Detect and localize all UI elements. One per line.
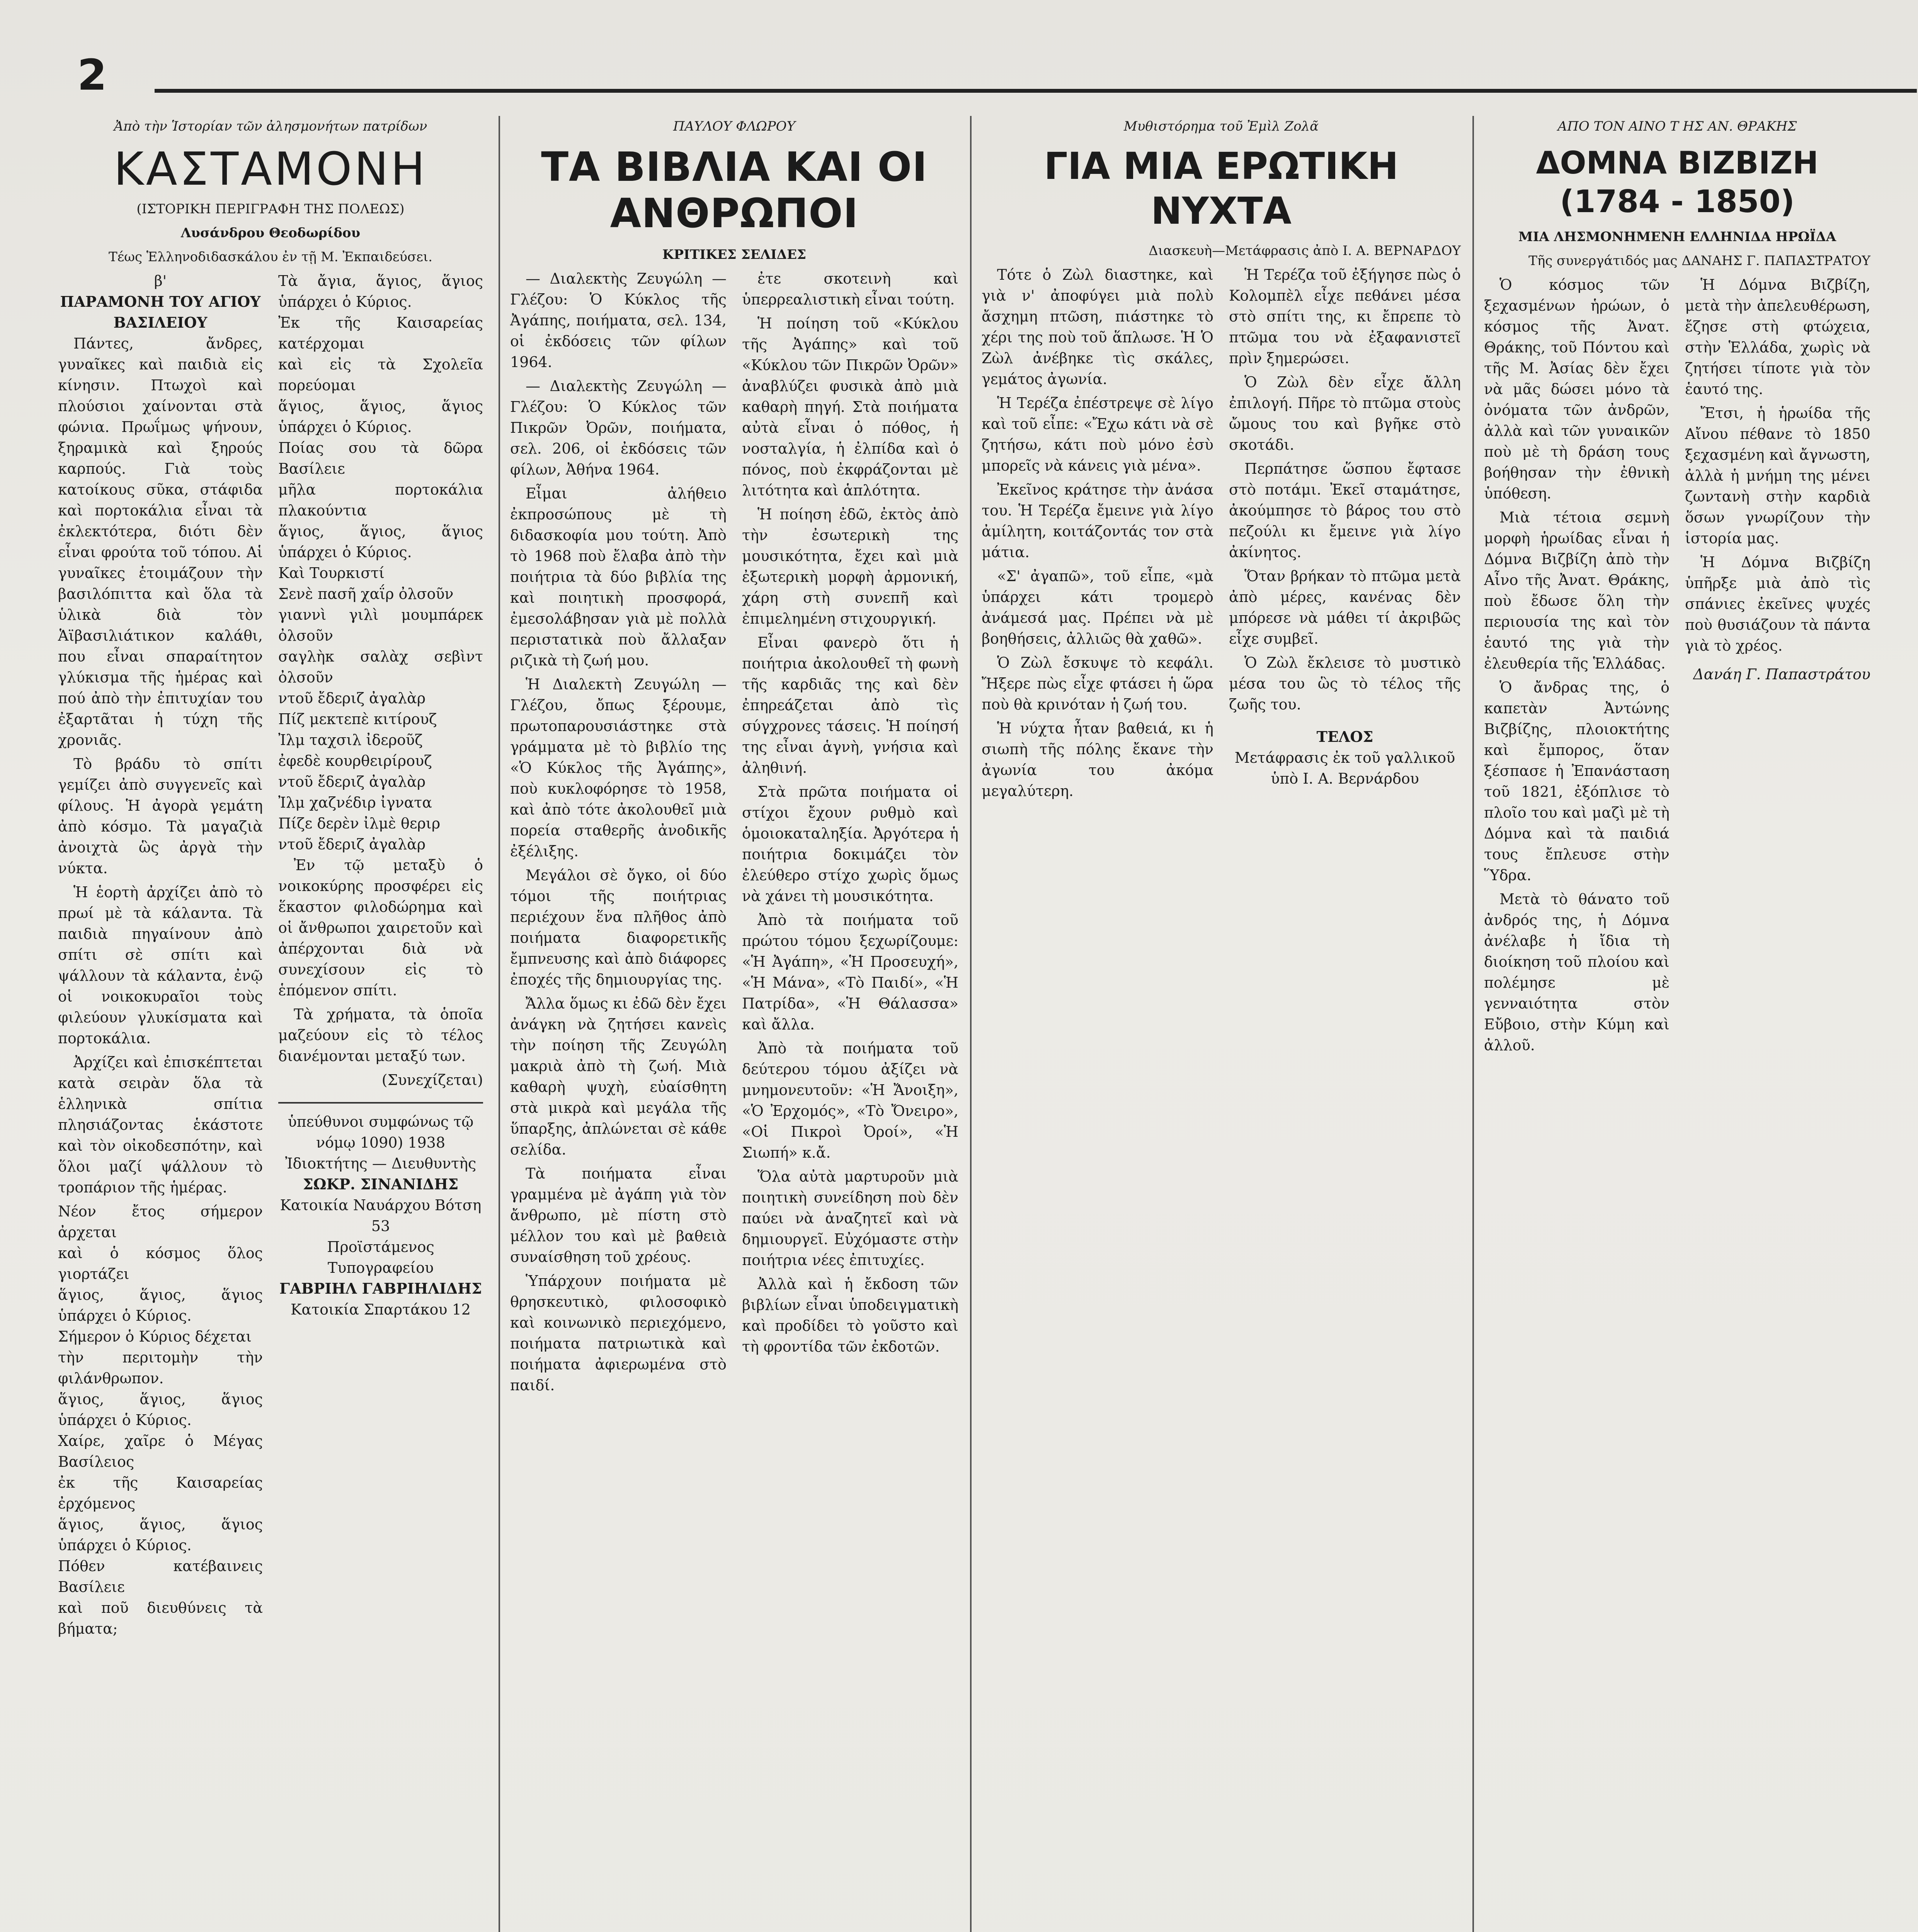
article-books <box>510 116 958 1399</box>
article-signature: Δανάη Γ. Παπαστράτου <box>1693 666 1870 683</box>
article-body <box>58 270 483 1639</box>
article-subcol-right <box>742 268 958 1399</box>
verse-line: ἐκ τῆς Καισαρείας ἐρχόμενος <box>58 1474 263 1512</box>
article-body <box>1484 274 1870 1059</box>
paragraph: Τὰ ποιήματα εἶναι γραμμένα μὲ ἀγάπη γιὰ τὸν ἄνθρωπο, μὲ πίστη στὸ μέλλον του καὶ μὲ βαθειὰ συναίσθηση τοῦ χρέους. <box>510 1165 727 1265</box>
paragraph: Μετὰ τὸ θάνατο τοῦ ἀνδρός της, ἡ Δόμνα ἀνέλαβε ἡ ἴδια τὴ διοίκηση τοῦ πλοίου καὶ πολέμησε μὲ γενναιότητα στὸν Εὔβοιο, στὴν Κύμη καὶ ἀλλοῦ. <box>1484 891 1670 1054</box>
verse-line: τὴν περιτομὴν τὴν φιλάνθρωπον. <box>58 1349 263 1387</box>
verse-line: γιαννὶ γιλὶ μουμπάρεκ ὀλσοῦν <box>278 606 483 644</box>
publisher-address: Κατοικία Ναυάρχου Βότση 53 <box>280 1197 482 1235</box>
paragraph: Ὑπάρχουν ποιήματα μὲ θρησκευτικὸ, φιλοσοφικὸ καὶ κοινωνικὸ περιεχόμενο, ποιήματα πατριωτικὰ καὶ ποιήματα ἀφιερωμένα στὸ παιδί. <box>510 1272 727 1394</box>
paragraph: — Διαλεκτὴς Ζευγώλη — Γλέζου: Ὁ Κύκλος τῶν Πικρῶν Ὀρῶν, ποιήματα, σελ. 206, οἱ ἐκδόσεις τῶν φίλων, Ἀθήνα 1964. <box>510 378 727 478</box>
paragraph: Ἡ Τερέζα τοῦ ἐξήγησε πὼς ὁ Κολομπὲλ εἶχε πεθάνει μέσα στὸ σπίτι της, κι ἔπρεπε τὸ πτῶμα του νὰ ἐξαφανιστεῖ πρὶν ξημερώσει. <box>1229 266 1461 367</box>
paragraph: Ὁ Ζὼλ ἔκλεισε τὸ μυστικὸ μέσα του ὣς τὸ τέλος τῆς ζωῆς του. <box>1229 654 1461 713</box>
article-kicker: Ἀπὸ τὴν Ἱστορίαν τῶν ἀλησμονήτων πατρίδων <box>114 119 427 134</box>
continued-note: (Συνεχίζεται) <box>381 1071 483 1088</box>
article-credit: Διασκευὴ—Μετάφρασις ἀπὸ Ι. Α. ΒΕΡΝΑΡΔΟΥ <box>1149 243 1461 259</box>
paragraph: Ἀπὸ τὰ ποιήματα τοῦ δεύτερου τόμου ἀξίζει νὰ μνημονευτοῦν: «Ἡ Ἄνοιξη», «Ὁ Ἐρχομός», «Τὸ Ὄνειρο», «Οἱ Πικροὶ Ὀροί», «Ἡ Σιωπή» κ.ἄ. <box>742 1040 958 1161</box>
article-kastamoni <box>58 116 483 1639</box>
paragraph: — Διαλεκτὴς Ζευγώλη — Γλέζου: Ὁ Κύκλος τῆς Ἀγάπης, ποιήματα, σελ. 134, οἱ ἐκδόσεις τῶν φίλων 1964. <box>510 270 727 371</box>
article-subcol-right <box>1229 264 1461 804</box>
verse-line: Ἰλμ χαζνέδιρ ἰγνατα <box>278 794 432 811</box>
column-separator <box>1472 116 1474 1932</box>
verse-line: Ἰλμ ταχσιλ ἰδεροῦζ <box>278 731 423 748</box>
article-section: ΚΡΙΤΙΚΕΣ ΣΕΛΙΔΕΣ <box>662 247 807 262</box>
article-body <box>510 268 958 1399</box>
article-subtitle: ΜΙΑ ΛΗΣΜΟΝΗΜΕΝΗ ΕΛΛΗΝΙΔΑ ΗΡΩΪΔΑ <box>1518 229 1836 245</box>
paragraph: Ἀλλὰ καὶ ἡ ἔκδοση τῶν βιβλίων εἶναι ὑποδειγματικὴ καὶ προδίδει τὸ γοῦστο καὶ τὴ φροντίδα τῶν ἐκδοτῶν. <box>742 1276 958 1355</box>
article-kicker: Μυθιστόρημα τοῦ Ἐμὶλ Ζολᾶ <box>1123 119 1319 134</box>
paragraph: Στὰ πρῶτα ποιήματα οἱ στίχοι ἔχουν ρυθμὸ καὶ ὁμοιοκαταληξία. Ἀργότερα ἡ ποιήτρια δοκιμάζει τὸν ἐλεύθερο στίχο χωρὶς ὅμως νὰ χάνει τὴ μουσικότητα. <box>742 783 958 905</box>
verse-line: Τὰ ἄγια, ἅγιος, ἅγιος ὑπάρχει ὁ Κύριος. <box>278 272 483 310</box>
printer-name: ΓΑΒΡΙΗΛ ΓΑΒΡΙΗΛΙΔΗΣ <box>279 1280 482 1297</box>
divider <box>278 1097 483 1104</box>
article-title: ΤΑ ΒΙΒΛΙΑ ΚΑΙ ΟΙ ΑΝΘΡΩΠΟΙ <box>541 143 928 237</box>
verse-line: Πίζε δερὲν ἰλμὲ θεριρ <box>278 815 441 832</box>
article-title: ΔΟΜΝΑ ΒΙΖΒΙΖΗ (1784 - 1850) <box>1536 145 1819 219</box>
article-subcol-left <box>982 264 1213 804</box>
article-byline: ΠΑΥΛΟΥ ΦΛΩΡΟΥ <box>673 119 796 134</box>
verse-line: μῆλα πορτοκάλια πλακούντια <box>278 481 483 519</box>
paragraph: Τότε ὁ Ζὼλ διαστηκε, καὶ γιὰ ν' ἀποφύγει μιὰ πολὺ ἄσχημη πτῶση, πιάστηκε τὸ χέρι της ποὺ τοῦ ἅπλωσε. Ἡ Ὁ Ζὼλ ἀνέβηκε τὶς σκάλες, γεμάτος ἀγωνία. <box>982 266 1213 388</box>
publisher-label: Ἰδιοκτήτης — Διευθυντὴς <box>285 1155 477 1172</box>
paragraph: Ἡ ποίηση τοῦ «Κύκλου τῆς Ἀγάπης» καὶ τοῦ «Κύκλου τῶν Πικρῶν Ὀρῶν» ἀναβλύζει φυσικὰ ἀπὸ μιὰ καθαρὴ πηγή. Στὰ ποιήματα αὐτὰ εἶναι ὁ πόθος, ἡ νοσταλγία, ἡ ἐλπίδα καὶ ὁ πόνος, ποὺ ἐκφράζονται μὲ λιτότητα καὶ ἁπλότητα. <box>742 315 958 499</box>
paragraph: Ἡ Τερέζα ἐπέστρεψε σὲ λίγο καὶ τοῦ εἶπε: «Ἔχω κάτι νὰ σὲ ζητήσω, κάτι ποὺ μόνο ἐσὺ μπορεῖς νὰ κάνεις γιὰ μένα». <box>982 395 1213 474</box>
verse-line: Χαίρε, χαῖρε ὁ Μέγας Βασίλειος <box>58 1432 263 1470</box>
publisher-name: ΣΩΚΡ. ΣΙΝΑΝΙΔΗΣ <box>303 1175 459 1193</box>
article-subcol-right <box>1685 274 1870 1059</box>
paragraph: Ὅλα αὐτὰ μαρτυροῦν μιὰ ποιητικὴ συνείδηση ποὺ δὲν παύει νὰ ἀναζητεῖ καὶ νὰ δημιουργεῖ. Εὐχόμαστε στὴν ποιήτρια νέες ἐπιτυχίες. <box>742 1168 958 1269</box>
paragraph: Ὁ κόσμος τῶν ξεχασμένων ἡρώων, ὁ κόσμος τῆς Ἀνατ. Θράκης, τοῦ Πόντου καὶ τῆς Μ. Ἀσίας δὲν ἔχει νὰ μᾶς δώσει μόνο τὰ ὀνόματα τῶν ἀνδρῶν, ἀλλὰ καὶ τῶν γυναικῶν ποὺ μὲ τὴ δράση τους βοήθησαν τὴν ἐθνικὴ ὑπόθεση. <box>1484 276 1670 502</box>
verse-line: ἅγιος, ἅγιος, ἅγιος ὑπάρχει ὁ Κύριος. <box>58 1391 263 1429</box>
paragraph: Ὁ Ζὼλ δὲν εἶχε ἄλλη ἐπιλογή. Πῆρε τὸ πτῶμα στοὺς ὤμους του καὶ βγῆκε στὸ σκοτάδι. <box>1229 374 1461 453</box>
verse-line: ἐφεδὲ κουρθειρίρουζ <box>278 752 432 769</box>
verse-line: καὶ εἰς τὰ Σχολεῖα πορεύομαι <box>278 356 483 394</box>
verse-line: ἅγιος, ἅγιος, ἅγιος ὑπάρχει ὁ Κύριος. <box>278 523 483 561</box>
verse-line: καὶ ποῦ διευθύνεις τὰ βήματα; <box>58 1599 263 1637</box>
paragraph: Ἡ ποίηση ἐδῶ, ἐκτὸς ἀπὸ τὴν ἐσωτερικὴ της μουσικότητα, ἔχει καὶ μιὰ ἐξωτερικὴ μορφὴ ἀρμονική, χάρη στὴ συνεπῆ καὶ ἐπιμελημένη στιχουργική. <box>742 506 958 627</box>
article-kicker: ΑΠΟ ΤΟΝ ΑΙΝΟ Τ ΗΣ ΑΝ. ΘΡΑΚΗΣ <box>1557 119 1797 134</box>
paragraph: Μεγάλοι σὲ ὄγκο, οἱ δύο τόμοι τῆς ποιήτριας περιέχουν ἕνα πλῆθος ἀπὸ ποιήματα διαφορετικῆς ἔμπνευσης καὶ ἀπὸ διάφορες ἐποχές τῆς δημιουργίας της. <box>510 867 727 988</box>
column-separator <box>499 116 500 1932</box>
verse-line: Σήμερον ὁ Κύριος δέχεται <box>58 1328 252 1345</box>
verse-line: Νέον ἔτος σήμερον ἀρχεται <box>58 1203 263 1241</box>
paragraph: Εἶμαι ἀλήθειο ἐκπροσώπους μὲ τὴ διδασκοφία μου τούτη. Ἀπὸ τὸ 1968 ποὺ ἔλαβα ἀπὸ τὴν ποιήτρια τὰ δύο βιβλία της καὶ ποιητικὴ προσφορά, ἐμεσολάβησαν γιὰ μὲ πολλὰ περιστατικὰ ποὺ ἄλλαξαν ριζικὰ τὴ ζωή μου. <box>510 485 727 669</box>
law-note: ὑπεύθυνοι συμφώνως τῷ νόμῳ 1090) 1938 <box>288 1113 474 1151</box>
verse-line: ντοῦ ἔδεριζ ἀγαλὰρ <box>278 836 426 853</box>
paragraph: Ἐν τῷ μεταξὺ ὁ νοικοκύρης προσφέρει εἰς ἕκαστον φιλοδώρημα καὶ οἱ ἄνθρωποι χαιρετοῦν καὶ ἀπέρχονται διὰ νὰ συνεχίσουν εἰς τὸ ἑπόμενον σπίτι. <box>278 857 483 999</box>
paragraph: ἐτε σκοτεινὴ καὶ ὑπερρεαλιστικὴ εἶναι τούτη. <box>742 270 958 308</box>
paragraph: Μιὰ τέτοια σεμνὴ μορφὴ ἡρωίδας εἶναι ἡ Δόμνα Βιζβίζη ἀπὸ τὴν Αἶνο τῆς Ἀνατ. Θράκης, ποὺ ἔδωσε ὅλη τὴν περιουσία της καὶ τὸν ἑαυτό της γιὰ τὴν ἐλευθερία τῆς Ἑλλάδας. <box>1484 509 1670 672</box>
end-mark: ΤΕΛΟΣ <box>1316 728 1373 745</box>
top-rule <box>155 89 1917 93</box>
verse-line: ἅγιος, ἅγιος, ἅγιος ὑπάρχει ὁ Κύριος. <box>58 1286 263 1324</box>
verse-line: Ἐκ τῆς Καισαρείας κατέρχομαι <box>278 314 483 352</box>
article-title: ΓΙΑ ΜΙΑ ΕΡΩΤΙΚΗ ΝΥΧΤΑ <box>1044 145 1399 233</box>
article-subcol-left <box>510 268 727 1399</box>
paragraph: Ὁ ἄνδρας της, ὁ καπετὰν Ἀντώνης Βιζβίζης, πλοιοκτήτης καὶ ἔμπορος, ὅταν ξέσπασε ἡ Ἐπανάσταση τοῦ 1821, ἐξόπλισε τὸ πλοῖο του καὶ μαζὶ μὲ τὴ Δόμνα καὶ τὰ παιδιά τους ἔπλευσε στὴν Ὕδρα. <box>1484 679 1670 884</box>
paragraph: Τὰ χρήματα, τὰ ὁποῖα μαζεύουν εἰς τὸ τέλος διανέμονται μεταξύ των. <box>278 1006 483 1065</box>
paragraph: Πάντες, ἄνδρες, γυναῖκες καὶ παιδιὰ εἰς κίνησιν. Πτωχοὶ καὶ πλούσιοι χαίνονται στὰ φώνια. Πρωΐμως ψήνουν, ξηραμικὰ καὶ ξηρούς καρπούς. Γιὰ τοὺς κατοίκους σῦκα, στάφιδα καὶ πορτοκάλια εἶναι τὰ ἐκλεκτότερα, διότι δὲν εἶναι φρούτα τοῦ τόπου. Αἱ γυναῖκες ἑτοιμάζουν τὴν βασιλόπιττα καὶ ὅλα τὰ ὑλικὰ διὰ τὸν Ἁϊβασιλιάτικον καλάθι, που εἶναι σπαραίτητον γλύκισμα τῆς ἡμέρας καὶ πού ἀπὸ τὴν ἐπιτυχίαν του ἐξαρτᾶται ἡ τύχη τῆς χρονιᾶς. <box>58 335 263 748</box>
paragraph: Ἡ νύχτα ἦταν βαθειά, κι ἡ σιωπὴ τῆς πόλης ἔκανε τὴν ἀγωνία του ἀκόμα μεγαλύτερη. <box>982 720 1213 799</box>
paragraph: «Σ' ἀγαπῶ», τοῦ εἶπε, «μὰ ὑπάρχει κάτι τρομερὸ ἀνάμεσά μας. Πρέπει νὰ μὲ βοηθήσεις, ἀλλιῶς θὰ χαθῶ». <box>982 568 1213 647</box>
verse-line: Πόθεν κατέβαινεις Βασίλειε <box>58 1558 263 1595</box>
verse-line: Σενὲ πασῆ χαΐρ ὀλσοῦν <box>278 585 454 602</box>
paragraph: Ἡ Δόμνα Βιζβίζη ὑπῆρξε μιὰ ἀπὸ τὶς σπάνιες ἐκεῖνες ψυχές ποὺ θυσιάζουν τὰ πάντα γιὰ τὸ χρέος. <box>1685 554 1870 654</box>
article-author-note: Τῆς συνεργάτιδός μας ΔΑΝΑΗΣ Γ. ΠΑΠΑΣΤΡΑΤΟΥ <box>1528 253 1870 269</box>
verse-line: Πίζ μεκτεπὲ κιτίρουζ <box>278 711 437 728</box>
article-subtitle: (ΙΣΤΟΡΙΚΗ ΠΕΡΙΓΡΑΦΗ ΤΗΣ ΠΟΛΕΩΣ) <box>136 201 405 217</box>
paragraph: Ὅταν βρήκαν τὸ πτῶμα μετὰ ἀπὸ μέρες, κανένας δὲν μπόρεσε νὰ μάθει τί ἀκριβῶς εἶχε συμβεῖ. <box>1229 568 1461 647</box>
paragraph: Ἐκεῖνος κράτησε τὴν ἀνάσα του. Ἡ Τερέζα ἔμεινε γιὰ λίγο ἀμίλητη, κοιτάζοντάς τον στὰ μάτια. <box>982 481 1213 561</box>
verse-line: καὶ ὁ κόσμος ὅλος γιορτάζει <box>58 1245 263 1282</box>
paragraph: Ὁ Ζὼλ ἔσκυψε τὸ κεφάλι. Ἤξερε πὼς εἶχε φτάσει ἡ ὥρα ποὺ θὰ κρινόταν ἡ ζωή του. <box>982 654 1213 713</box>
paragraph: Τὸ βράδυ τὸ σπίτι γεμίζει ἀπὸ συγγενεῖς καὶ φίλους. Ἡ ἀγορὰ γεμάτη ἀπὸ κόσμο. Τὰ μαγαζιὰ ἀνοιχτὰ ὣς ἀργὰ τὴν νύκτα. <box>58 755 263 877</box>
end-credit: Μετάφρασις ἐκ τοῦ γαλλικοῦ ὑπὸ Ι. Α. Βερνάρδου <box>1234 749 1455 787</box>
paragraph: Ἀρχίζει καὶ ἐπισκέπτεται κατὰ σειρὰν ὅλα τὰ ἑλληνικὰ σπίτια πλησιάζοντας ἑκάστοτε καὶ τὸν οἰκοδεσπότην, καὶ ὅλοι μαζί ψάλλουν τὸ τροπάριον τῆς ἡμέρας. <box>58 1054 263 1196</box>
paragraph: Ἡ Δόμνα Βιζβίζη, μετὰ τὴν ἀπελευθέρωση, ἔζησε στὴ φτώχεια, στὴν Ἑλλάδα, χωρὶς νὰ ζητήσει τίποτε γιὰ τὸν ἑαυτό της. <box>1685 276 1870 398</box>
paragraph: Ἄλλα ὅμως κι ἐδῶ δὲν ἔχει ἀνάγκη νὰ ζητήσει κανεὶς τὴν ποίηση τῆς Ζευγώλη μακριὰ ἀπὸ τὴ ζωή. Μιὰ καθαρὴ ψυχὴ, εὐαίσθητη στὰ μικρὰ καὶ μεγάλα τῆς ὕπαρξης, ἀπλώνεται σὲ κάθε σελίδα. <box>510 995 727 1158</box>
masthead <box>50 50 1890 108</box>
paragraph: Ἡ Διαλεκτὴ Ζευγώλη — Γλέζου, ὄπως ξέρουμε, πρωτοπαρουσιάστηκε στὰ γράμματα μὲ τὸ βιβλίο της «Ὁ Κύκλος τῆς Ἀγάπης», ποὺ κυκλοφόρησε τὸ 1958, καὶ ἀπὸ τότε ἀκολουθεῖ μιὰ πορεία σταθερῆς ἀνοδικῆς ἐξέλιξης. <box>510 676 727 860</box>
article-body <box>982 264 1461 804</box>
article-subcol-right <box>278 270 483 1639</box>
article-domna <box>1484 116 1870 1059</box>
printer-label: Προϊστάμενος Τυπογραφείου <box>327 1238 434 1276</box>
verse-line: Καὶ Τουρκιστί <box>278 565 385 582</box>
verse-line: Ποίας σου τὰ δῶρα Βασίλειε <box>278 439 483 477</box>
verse-line: σαγλὴκ σαλὰχ σεβὶντ ὀλσοῦν <box>278 648 483 686</box>
article-subcol-left <box>1484 274 1670 1059</box>
article-zola <box>982 116 1461 804</box>
paragraph: Περπάτησε ὥσπου ἔφτασε στὸ ποτάμι. Ἐκεῖ σταμάτησε, ἀκούμπησε τὸ βάρος του στὸ πεζούλι κι ἔμεινε γιὰ λίγο ἀκίνητος. <box>1229 460 1461 561</box>
printer-address: Κατοικία Σπαρτάκου 12 <box>291 1301 471 1318</box>
section-mark: β' <box>154 272 167 289</box>
paragraph: Ἀπὸ τὰ ποιήματα τοῦ πρώτου τόμου ξεχωρίζουμε: «Ἡ Ἀγάπη», «Ἡ Προσευχή», «Ἡ Μάνα», «Τὸ Παιδί», «Ἡ Πατρίδα», «Ἡ Θάλασσα» καὶ ἄλλα. <box>742 912 958 1033</box>
paragraph: Εἶναι φανερὸ ὅτι ἡ ποιήτρια ἀκολουθεῖ τὴ φωνὴ τῆς καρδιᾶς της καὶ δὲν ἐπηρεάζεται ἀπὸ τὶς σύγχρονες τάσεις. Ἡ ποίησή της εἶναι ἁγνὴ, γνήσια καὶ ἀληθινή. <box>742 634 958 776</box>
article-subcol-left <box>58 270 263 1639</box>
verse-line: ἅγιος, ἅγιος, ἅγιος ὑπάρχει ὁ Κύριος. <box>278 398 483 435</box>
page-number: 2 <box>77 50 107 100</box>
article-author-note: Τέως Ἑλληνοδιδασκάλου ἐν τῇ Μ. Ἐκπαιδεύσει. <box>109 249 432 265</box>
section-title: ΠΑΡΑΜΟΝΗ ΤΟΥ ΑΓΙΟΥ ΒΑΣΙΛΕΙΟΥ <box>60 293 261 331</box>
paragraph: Ἔτσι, ἡ ἡρωίδα τῆς Αἴνου πέθανε τὸ 1850 ξεχασμένη καὶ ἄγνωστη, ἀλλὰ ἡ μνήμη της μένει ζωντανὴ στὴν καρδιὰ ὅσων γνωρίζουν τὴν ἱστορία μας. <box>1685 405 1870 547</box>
verse-line: ντοῦ ἔδεριζ ἀγαλὰρ <box>278 690 426 707</box>
verse-line: ντοῦ ἔδεριζ ἀγαλὰρ <box>278 773 426 790</box>
column-separator <box>970 116 972 1932</box>
article-title: ΚΑΣΤΑΜΟΝΗ <box>114 142 427 196</box>
verse-line: ἅγιος, ἅγιος, ἅγιος ὑπάρχει ὁ Κύριος. <box>58 1516 263 1554</box>
paragraph: Ἡ ἑορτὴ ἀρχίζει ἀπὸ τὸ πρωί μὲ τὰ κάλαντα. Τὰ παιδιὰ πηγαίνουν ἀπὸ σπίτι σὲ σπίτι καὶ ψάλλουν τὰ κάλαντα, ἐνῷ οἱ νοικοκυραῖοι τοὺς φιλεύουν γλυκίσματα καὶ πορτοκάλια. <box>58 884 263 1047</box>
article-author: Λυσάνδρου Θεοδωρίδου <box>180 225 361 241</box>
